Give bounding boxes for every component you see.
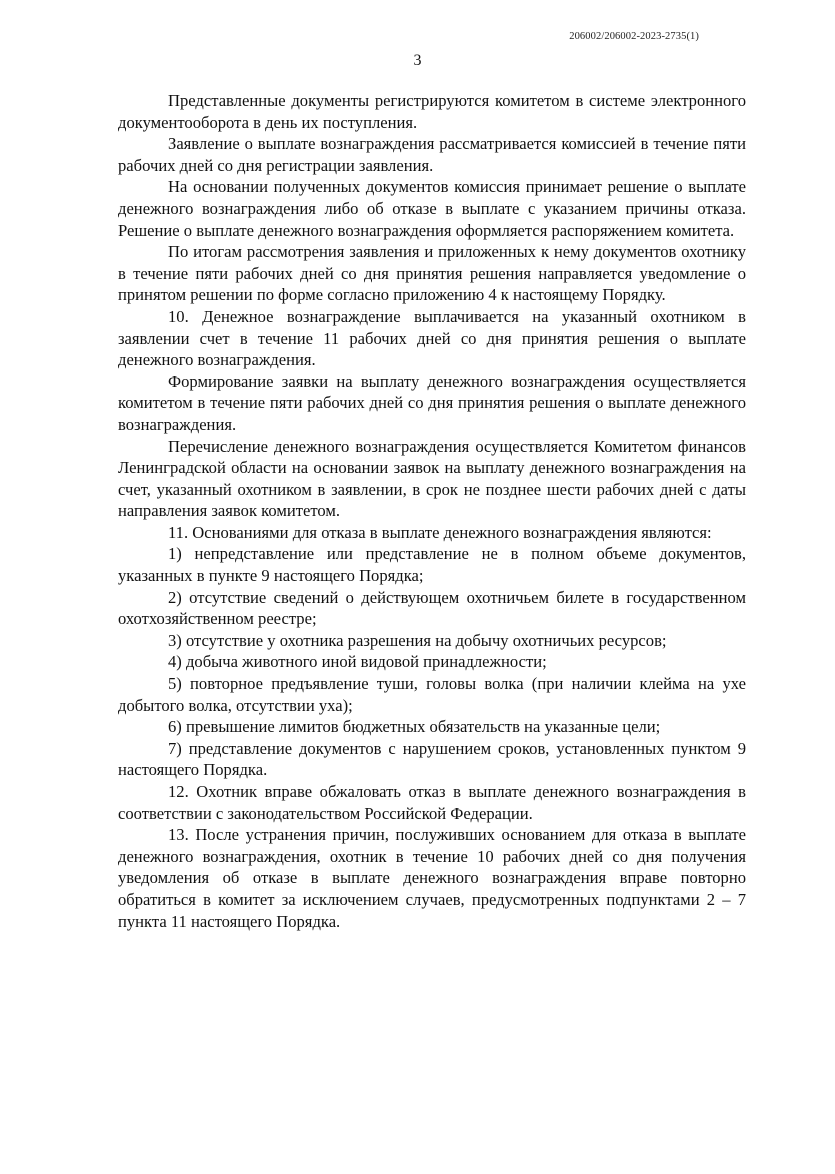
paragraph-clause-13: 13. После устранения причин, послуживших основанием для отказа в выплате денежного вознаграждения, охотник в течение 10 рабочих дней со дня получения уведомления об отказе в выплате денежного вознаграждения вправе повторно обратиться в комитет за исключением случаев, предусмотренных подпунктами 2 – 7 пункта 11 настоящего Порядка. <box>118 825 746 931</box>
paragraph: На основании полученных документов комиссия принимает решение о выплате денежного вознаграждения либо об отказе в выплате с указанием причины отказа. Решение о выплате денежного вознаграждения оформляется распоряжением комитета. <box>118 177 746 240</box>
paragraph-clause-12: 12. Охотник вправе обжаловать отказ в выплате денежного вознаграждения в соответствии с законодательством Российской Федерации. <box>118 782 746 823</box>
list-item: 2) отсутствие сведений о действующем охотничьем билете в государственном охотхозяйственном реестре; <box>118 587 746 629</box>
list-item: 6) превышение лимитов бюджетных обязательств на указанные цели; <box>168 717 661 737</box>
list-item: 7) представление документов с нарушением сроков, установленных пунктом 9 настоящего Порядка. <box>118 738 746 780</box>
list-item: 5) повторное предъявление туши, головы волка (при наличии клейма на ухе добытого волка, отсутствии уха); <box>118 674 746 715</box>
list-item: 1) непредставление или представление не в полном объеме документов, указанных в пункте 9 настоящего Порядка; <box>118 544 746 586</box>
paragraph: Представленные документы регистрируются комитетом в системе электронного документооборота в день их поступления. <box>118 91 746 132</box>
paragraph-clause-10: 10. Денежное вознаграждение выплачивается на указанный охотником в заявлении счет в течение 11 рабочих дней со дня принятия решения о выплате денежного вознаграждения. <box>118 306 746 370</box>
list-item: 3) отсутствие у охотника разрешения на добычу охотничьих ресурсов; <box>168 630 667 650</box>
paragraph: По итогам рассмотрения заявления и приложенных к нему документов охотнику в течение пяти рабочих дней со дня принятия решения направляется уведомление о принятом решении по форме согласно приложению 4 к настоящему Порядку. <box>118 242 746 305</box>
paragraph: Перечисление денежного вознаграждения осуществляется Комитетом финансов Ленинградской области на основании заявок на выплату денежного вознаграждения на счет, указанный охотником в заявлении, в срок не позднее шести рабочих дней с даты направления заявок комитетом. <box>118 436 746 521</box>
document-registration-number: 206002/206002-2023-2735(1) <box>569 31 699 42</box>
list-item: 4) добыча животного иной видовой принадлежности; <box>168 652 547 672</box>
document-body <box>118 90 746 932</box>
paragraph: Формирование заявки на выплату денежного вознаграждения осуществляется комитетом в течение пяти рабочих дней со дня принятия решения о выплате денежного вознаграждения. <box>118 371 746 434</box>
page-number: 3 <box>413 52 422 69</box>
paragraph-clause-11: 11. Основаниями для отказа в выплате денежного вознаграждения являются: <box>168 522 712 542</box>
paragraph: Заявление о выплате вознаграждения рассматривается комиссией в течение пяти рабочих дней со дня регистрации заявления. <box>118 134 746 175</box>
